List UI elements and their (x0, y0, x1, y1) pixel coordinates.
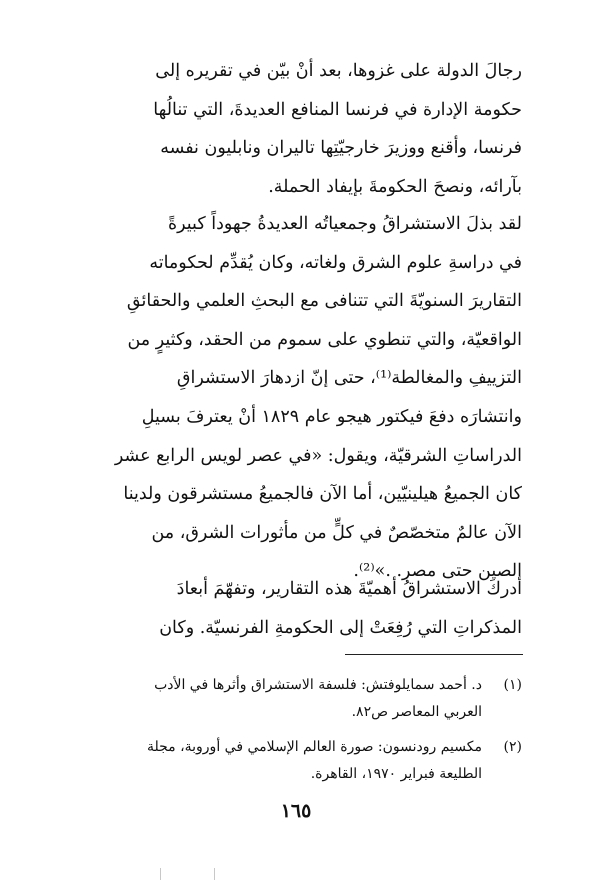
footnote-separator (345, 654, 523, 655)
paragraph-1 (76, 52, 522, 206)
scan-mark (160, 868, 161, 880)
text-line: أدركَ الاستشراقُ أهميّةَ هذه التقارير، وتفهّمَ أبعادَ (176, 579, 522, 599)
footnote-line: د. أحمد سمايلوفتش: فلسفة الاستشراق وأثرها في الأدب (154, 677, 482, 693)
text-line: الآن عالمٌ متخصّصٌ في كلٍّ من مأثورات الشرق، من (151, 522, 522, 543)
page-number: ١٦٥ (280, 800, 312, 822)
footnote-line: العربي المعاصر ص٨٢. (351, 704, 482, 720)
text-line: وانتشارَه دفعَ فيكتور هيجو عام ١٨٢٩ أنْ يعترفَ بسيلِ (141, 406, 522, 427)
footnote-text (60, 734, 482, 788)
text-line: فرنسا، وأقنع ووزيرَ خارجيّتِها تاليران ونابليون نفسه (160, 138, 522, 159)
footnote-2 (60, 734, 522, 788)
paragraph-2 (76, 205, 522, 591)
text-line: في دراسةِ علوم الشرق ولغاته، وكان يُقدِّم لحكوماته (149, 252, 522, 273)
text-line: الدراساتِ الشرقيّة، ويقول: «في عصر لويس الرابع عشر (114, 445, 522, 466)
text-line: المذكراتِ التي رُفِعَتْ إلى الحكومةِ الفرنسيّة. وكان (159, 617, 522, 638)
text-line: بآرائه، ونصحَ الحكومةَ بإيفاد الحملة. (268, 176, 522, 197)
text-line: التزييفِ والمغالطة⁽¹⁾، حتى إنّ ازدهارَ الاستشراقِ (176, 368, 522, 389)
text-line: لقد بذلَ الاستشراقُ وجمعياتُه العديدةُ جهوداً كبيرةً (167, 214, 522, 234)
footnote-number: (٢) (503, 739, 522, 755)
footnote-1 (60, 672, 522, 726)
text-line: الصين حتى مصر. .»⁽²⁾. (353, 561, 522, 582)
footnote-number: (١) (503, 677, 522, 693)
footnote-text (60, 672, 482, 726)
footnotes (60, 672, 522, 796)
text-line: رجالَ الدولة على غزوها، بعد أنْ بيّن في تقريره إلى (155, 61, 522, 81)
text-line: التقاريرَ السنويّةَ التي تتنافى مع البحثِ العلمي والحقائقِ (126, 291, 522, 312)
footnote-line: مكسيم رودنسون: صورة العالم الإسلامي في أوروبة، مجلة (146, 739, 482, 755)
paragraph-3 (76, 570, 522, 647)
scan-mark (214, 868, 215, 880)
text-line: حكومة الإدارة في فرنسا المنافع العديدةَ، التي تنالُها (153, 99, 522, 120)
footnote-line: الطليعة فبراير ١٩٧٠، القاهرة. (310, 766, 482, 782)
text-line: كان الجميعُ هيلينيّين، أما الآن فالجميعُ مستشرقون ولدينا (123, 484, 522, 505)
text-line: الواقعيّة، والتي تنطوي على سموم من الحقد، وكثيرٍ من (127, 329, 522, 350)
